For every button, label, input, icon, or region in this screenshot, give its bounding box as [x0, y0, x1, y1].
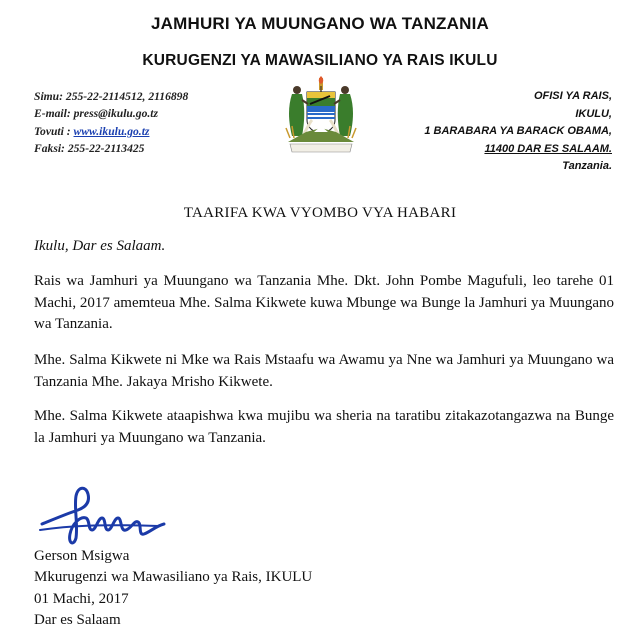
header-country: JAMHURI YA MUUNGANO WA TANZANIA — [150, 14, 489, 33]
address-line-5: Tanzania. — [562, 160, 612, 173]
paragraph-3: Mhe. Salma Kikwete ataapishwa kwa mujibu wa sheria na taratibu zitakazotangazwa na Bunge la Jamhuri ya Muungano wa Tanzania. — [34, 408, 614, 446]
signoff-date: 01 Machi, 2017 — [34, 590, 129, 607]
contact-web-label: Tovuti : — [34, 124, 74, 138]
signoff-name: Gerson Msigwa — [34, 548, 130, 564]
contact-block — [34, 88, 188, 157]
paragraph-1: Rais wa Jamhuri ya Muungano wa Tanzania Mhe. Dkt. John Pombe Magufuli, leo tarehe 01 Machi, 2017 amemteua Mhe. Salma Kikwete kuwa Mbunge wa Bunge la Jamhuri ya Muungano wa Tanzania. — [34, 273, 614, 332]
contact-web — [34, 123, 188, 140]
address-line-4: 11400 DAR ES SALAAM. — [484, 142, 612, 155]
address-block — [424, 88, 612, 176]
address-line-3: 1 BARABARA YA BARACK OBAMA, — [424, 125, 612, 138]
signature-icon — [38, 480, 168, 548]
contact-email: E-mail: press@ikulu.go.tz — [34, 107, 158, 121]
contact-phone: Simu: 255-22-2114512, 2116898 — [34, 90, 189, 103]
website-link[interactable]: www.ikulu.go.tz — [73, 124, 150, 138]
signoff-block — [34, 546, 312, 631]
coat-of-arms-icon — [280, 76, 362, 158]
header-office: KURUGENZI YA MAWASILIANO YA RAIS IKULU — [142, 52, 498, 69]
document-place: Ikulu, Dar es Salaam. — [34, 238, 166, 254]
signoff-city: Dar es Salaam — [34, 611, 121, 628]
paragraph-2: Mhe. Salma Kikwete ni Mke wa Rais Mstaafu wa Awamu ya Nne wa Jamhuri ya Muungano wa Tanzania Mhe. Jakaya Mrisho Kikwete. — [34, 352, 614, 390]
address-line-1: OFISI YA RAIS, — [533, 90, 612, 102]
address-line-2: IKULU, — [575, 107, 612, 120]
contact-fax: Faksi: 255-22-2113425 — [34, 141, 145, 155]
signoff-position: Mkurugenzi wa Mawasiliano ya Rais, IKULU — [34, 569, 313, 586]
document-title: TAARIFA KWA VYOMBO VYA HABARI — [183, 205, 457, 221]
